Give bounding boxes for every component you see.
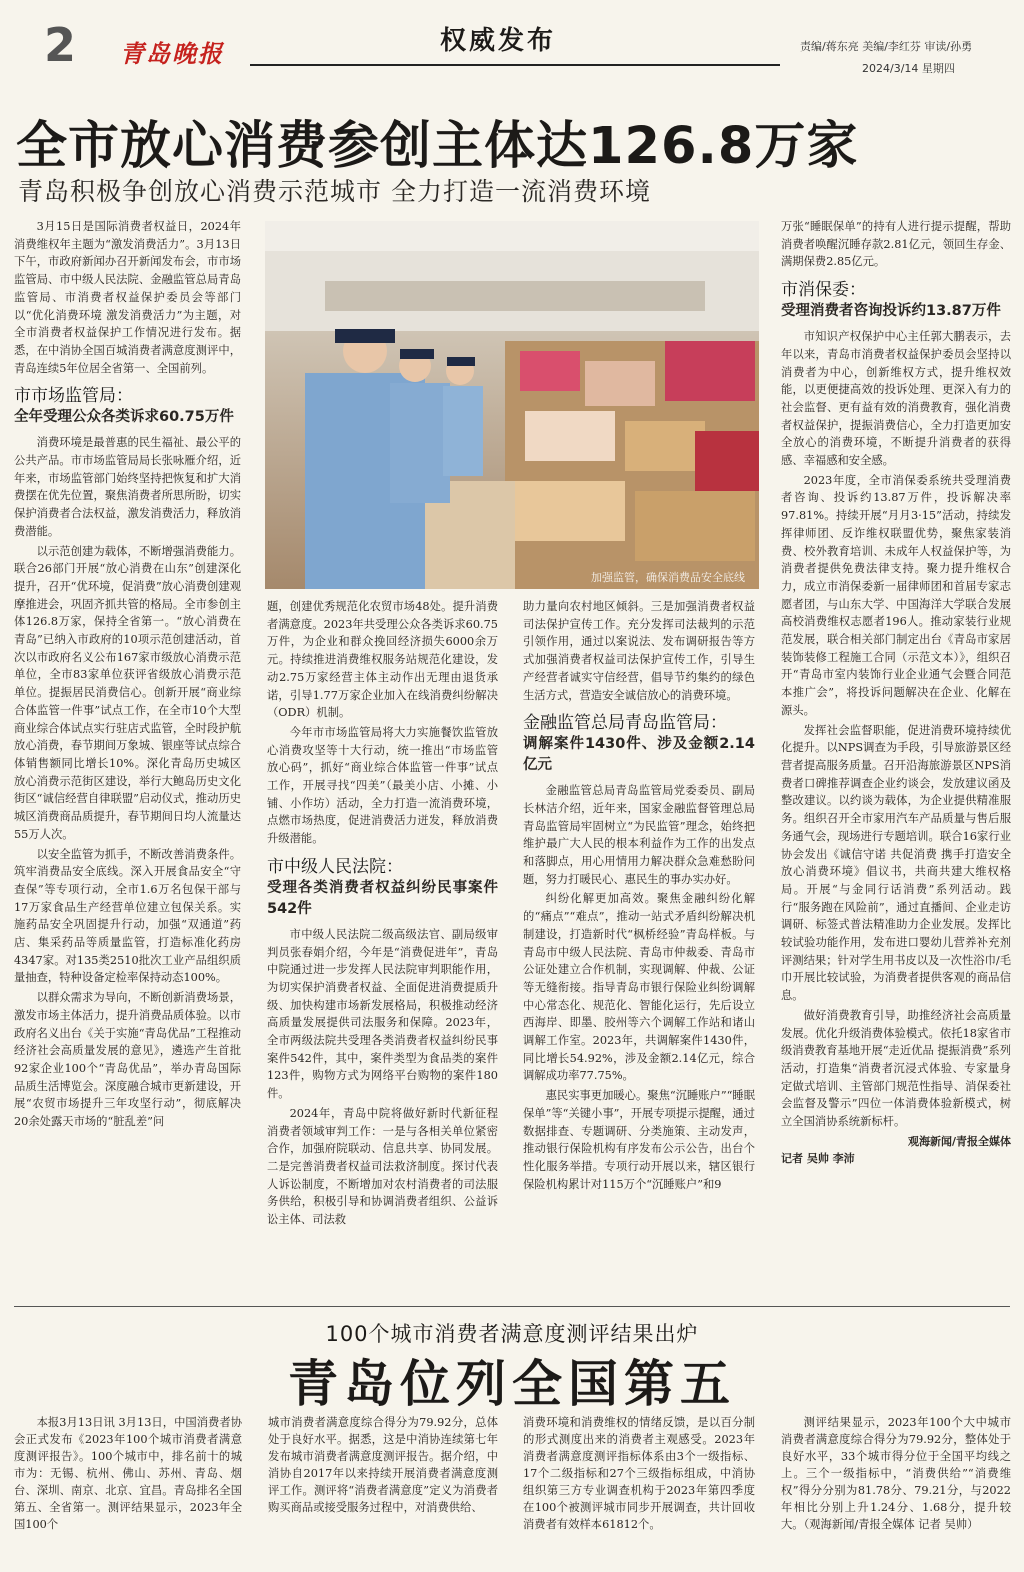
byline: 观海新闻/青报全媒体 [907, 1134, 1011, 1148]
page-number: 2 [44, 18, 77, 72]
paragraph: 以示范创建为载体，不断增强消费能力。联合26部门开展“放心消费在山东”创建深化提升，召开“优环境，促消费”放心消费创建观摩推进会，巩固齐抓共管的格局。全市参创主体126.8万家，保持全省第一。“放心消费在青岛”已纳入市政府的10项示范创建活动，首次以市政府名义公布167家市级放心消费示范单位，全市83家单位获评省级放心消费示范单位。提振居民消费信心。创新开展“商业综合体监管一件事”试点工作，在全市10个大型商业综合体试点实行驻店式监管，全时段护航放心消费，春节期间万象城、银座等试点综合体销售额同比增长10%。深化青岛历史城区放心消费示范街区建设，举行大鲍岛历史文化街区“诚信经营自律联盟”启动仪式，推动历史城区消费商品质提升，春节期间日均人流量达55万人次。 [14, 544, 241, 841]
subsection-headline: 全年受理公众各类诉求60.75万件 [14, 409, 234, 426]
paragraph: 以安全监管为抓手，不断改善消费条件。筑牢消费品安全底线。深入开展食品安全“守查保”等专项行动，全市1.6万名包保干部与17万家食品生产经营单位建立包保关系。实施药品安全巩固提升行动，加强“双通道”药店、集采药品等质量监管，打造标准化药房4347家。对135类2510批次工业产品组织质量抽查，特种设备定检率保持动态100%。 [14, 847, 241, 985]
issue-date: 2024/3/14 星期四 [862, 62, 955, 75]
paragraph: 2024年，青岛中院将做好新时代新征程消费者领域审判工作：一是与各相关单位紧密合作，加强府院联动、信息共享、协同发展。二是完善消费者权益司法救济制度。探讨代表人诉讼制度，不断增加对农村消费者的司法服务供给，积极引导和协调消费者组织、公益诉讼主体、司法救 [267, 1106, 498, 1227]
article-column-1 [14, 218, 241, 1300]
paragraph: 以群众需求为导向，不断创新消费场景，激发市场主体活力，提升消费品质体验。以市政府名义出台《关于实施“青岛优品”工程推动经济社会高质量发展的意见》，遴选产生首批92家企业100个“青岛优品”，举办青岛国际品质生活博览会。深度融合城市更新建设，开展“农贸市场提升三年攻坚行动”，彻底解决20余处露天市场的“脏乱差”问 [14, 991, 241, 1129]
masthead-rule [250, 64, 780, 66]
paragraph: 消费环境是最普惠的民生福祉、最公平的公共产品。市市场监管局局长张咏雁介绍，近年来，市场监管部门始终坚持把恢复和扩大消费摆在优先位置，聚焦消费者所思所盼，切实保护消费者合法权益，激发消费活力，释放消费潜能。 [14, 436, 241, 538]
subsection-headline: 受理消费者咨询投诉约13.87万件 [781, 303, 1001, 320]
paragraph: 本报3月13日讯 3月13日，中国消费者协会正式发布《2023年100个城市消费者满意度测评报告》。100个城市中，排名前十的城市为：无锡、杭州、佛山、苏州、青岛、烟台、深圳、南京、北京、宜昌。青岛排名全国第五、全省第一。测评结果显示，2023年全国100个 [14, 1416, 242, 1531]
byline-reporters: 记者 吴帅 李沛 [781, 1152, 855, 1166]
intro-paragraph: 3月15日是国际消费者权益日，2024年消费维权年主题为“激发消费活力”。3月13日下午，市政府新闻办召开新闻发布会，市市场监管局、市中级人民法院、金融监管总局青岛监管局、市消费者权益保护委员会等部门以“优化消费环境 激发消费活力”为主题，对全市消费者权益保护工作情况进行发布。据悉，在中消协全国百城消费者满意度测评中，青岛连续5年位居全省第一、全国前列。 [14, 220, 241, 375]
paragraph: 测评结果显示，2023年100个大中城市消费者满意度综合得分为79.92分，整体处于良好水平，33个城市得分位于全国平均线之上。三个一级指标中，“消费供给”“消费维权”得分分别为81.78分、79.21分，与2022年相比分别上升1.24分、1.68分，提升较大。（观海新闻/青报全媒体 记者 吴帅） [781, 1416, 1011, 1531]
story2-column-2 [268, 1414, 498, 1564]
subsection-title: 市消保委： [781, 280, 866, 301]
paragraph: 做好消费教育引导，助推经济社会高质量发展。优化升级消费体验模式。依托18家省市级消费教育基地开展“走近优品 提振消费”系列活动，打造集“消费者沉浸式体验、专家量身定做式培训、主管部门规范性指导、消保委社会监督及警示”四位一体消费体验新模式，树立全国消协系统新标杆。 [781, 1008, 1011, 1129]
article-column-4 [781, 218, 1011, 1300]
paragraph: 惠民实事更加暖心。聚焦“沉睡账户”“睡眠保单”等“关键小事”，开展专项提示提醒，通过数据排查、专题调研、分类施策、主动发声，推动银行保险机构有序发布公示公告，出台个性化服务举措。专项行动开展以来，辖区银行保险机构累计对115万个“沉睡账户”和9 [523, 1089, 755, 1191]
lead-headline: 全市放心消费参创主体达126.8万家 [16, 117, 859, 176]
paragraph: 城市消费者满意度综合得分为79.92分，总体处于良好水平。据悉，这是中消协连续第七年发布城市消费者满意度测评报告。据介绍，中消协自2017年以来持续开展消费者满意度测评工作。测评将“消费者满意度”定义为消费者购买商品或接受服务过程中，对消费供给、 [268, 1416, 498, 1514]
article-column-2 [267, 598, 498, 1300]
subsection-headline: 调解案件1430件、涉及金额2.14亿元 [523, 736, 755, 774]
paragraph: 消费环境和消费维权的情绪反馈，是以百分制的形式测度出来的消费者主观感受。2023年消费者满意度测评指标体系由3个一级指标、17个二级指标和27个三级指标组成，中消协组织第三方专业调查机构于2023年第四季度在100个被测评城市同步开展调查，共计回收消费者有效样本61812个。 [523, 1416, 755, 1531]
lead-subhead: 青岛积极争创放心消费示范城市 全力打造一流消费环境 [18, 177, 651, 206]
subsection-title: 市市场监管局： [14, 386, 133, 407]
paragraph: 今年市市场监管局将大力实施餐饮监管放心消费攻坚等十大行动，统一推出“市场监管放心码”，抓好“商业综合体监管一件事”试点工作，开展寻找“四美”（最美小店、小摊、小铺、小作坊）活动，全力打造一流消费环境，点燃市场热度，促进消费活力迸发，释放消费升级潜能。 [267, 725, 498, 846]
masthead [0, 0, 1024, 100]
story2-headline: 青岛位列全国第五 [288, 1355, 736, 1413]
paragraph: 题，创建优秀规范化农贸市场48处。提升消费者满意度。2023年共受理公众各类诉求60.75万件，为企业和群众挽回经济损失6000余万元。持续推进消费维权服务站规范化建设，发动2.75万家经营主体主动作出无理由退货承诺，引导1.77万家企业加入在线消费纠纷解决（ODR）机制。 [267, 600, 498, 720]
news-photo [265, 221, 759, 589]
paragraph: 纠纷化解更加高效。聚焦金融纠纷化解的“痛点”“难点”，推动一站式矛盾纠纷解决机制建设，打造新时代“枫桥经验”青岛样板。与青岛市中级人民法院、青岛市仲裁委、青岛市公证处建立合作机制，实现调解、仲裁、公证等无缝衔接。指导青岛市银行保险业纠纷调解中心常态化、规范化、智能化运行，先后设立西海岸、即墨、胶州等六个调解工作站和诸山调解工作室。2023年，共调解案件1430件，同比增长54.92%，涉及金额2.14亿元，综合调解成功率77.75%。 [523, 892, 755, 1083]
paragraph: 金融监管总局青岛监管局党委委员、副局长林洁介绍，近年来，国家金融监督管理总局青岛监管局牢固树立“为民监管”理念，始终把维护最广大人民的根本利益作为工作的出发点和落脚点，用心用情用力解决群众急难愁盼问题，努力打暖民心、惠民生的事办实办好。 [523, 784, 755, 886]
newspaper-logo: 青岛晚报 [120, 39, 224, 68]
paragraph: 市中级人民法院二级高级法官、副局级审判员张春娟介绍，今年是“消费促进年”，青岛中院通过进一步发挥人民法院审判职能作用，为切实保护消费者权益、全面促进消费提质升级、加快构建市场新发展格局，积极推动经济高质量发展提供司法服务和保障。2023年，全市两级法院共受理各类消费者权益纠纷民事案件542件，其中，案件类型为食品类的案件123件，购物方式为网络平台购物的案件180件。 [267, 927, 498, 1101]
photo-caption: 加强监管，确保消费品安全底线 [591, 571, 745, 584]
editors-credit: 责编/蒋东亮 美编/李红芬 审读/孙勇 [800, 40, 973, 53]
paragraph: 万张“睡眠保单”的持有人进行提示提醒，帮助消费者唤醒沉睡存款2.81亿元，领回生存金、满期保费2.85亿元。 [781, 220, 1011, 269]
paragraph: 发挥社会监督职能，促进消费环境持续优化提升。以NPS调查为手段，引导旅游景区经营者提高服务质量。召开沿海旅游景区NPS消费者口碑推荐调查企业约谈会，发放建议函及整改建议。以约谈为载体，为企业提供精准服务。组织召开全市家用汽车产品质量与售后服务通气会，现场进行专题培训。联合16家行业协会发出《诚信守诺 共促消费 携手打造安全放心消费环境》倡议书，共商共建大维权格局。开展“与金同行话消费”系列活动。践行“服务跑在风险前”，通过直播间、企业走访调研、标签式普法精准助力企业发展。发挥比较试验功能作用，发布进口婴幼儿营养补充剂评测结果；针对学生用书皮以及一次性浴巾/毛巾开展比较试验，为消费者提供客观的商品信息。 [781, 723, 1011, 1003]
paragraph: 市知识产权保护中心主任郭大鹏表示，去年以来，青岛市消费者权益保护委员会坚持以消费者为中心，创新维权方式，提升维权效能，以更便捷高效的投诉处理、更深入有力的社会监督、更有益有效的消费教育，强化消费者权益保护，提振消费信心，全力打造更加安全放心的消费环境，不断提升消费者的获得感、幸福感和安全感。 [781, 330, 1011, 468]
story2-column-3 [523, 1414, 755, 1564]
story2-column-1 [14, 1414, 242, 1564]
story-divider [14, 1306, 1010, 1307]
article-column-3 [523, 598, 755, 1300]
story2-kicker: 100个城市消费者满意度测评结果出炉 [325, 1322, 699, 1346]
story2-column-4 [781, 1414, 1011, 1564]
photo-illustration [265, 221, 759, 589]
subsection-title: 市中级人民法院： [267, 856, 403, 877]
paragraph: 2023年度，全市消保委系统共受理消费者咨询、投诉约13.87万件，投诉解决率97.81%。持续开展“月月3·15”活动，持续发挥律师团、反诈维权联盟优势，聚焦家装消费、校外教育培训、未成年人权益保护等，为消费者提供免费法律支持。聚力提升维权合力，成立市消保委新一届律师团和首届专家志愿者团，与山东大学、中国海洋大学联合发展高校消费维权志愿者196人。推动家装行业规范发展，联合相关部门制定出台《青岛市家居装饰装修工程施工合同（示范文本）》，组织召开“青岛市室内装饰行业企业通气会暨合同范本推广会”，将投诉问题解决在企业、化解在源头。 [781, 473, 1011, 717]
subsection-headline: 受理各类消费者权益纠纷民事案件542件 [267, 879, 498, 917]
section-title: 权威发布 [440, 26, 557, 56]
subsection-title: 金融监管总局青岛监管局： [523, 713, 727, 734]
paragraph: 助力量向农村地区倾斜。三是加强消费者权益司法保护宣传工作。充分发挥司法裁判的示范引领作用，通过以案说法、发布调研报告等方式加强消费者权益司法保护宣传工作，引导生产经营者诚实守信经营，倡导节约集约的绿色生活方式，营造安全诚信放心的消费环境。 [523, 600, 755, 702]
